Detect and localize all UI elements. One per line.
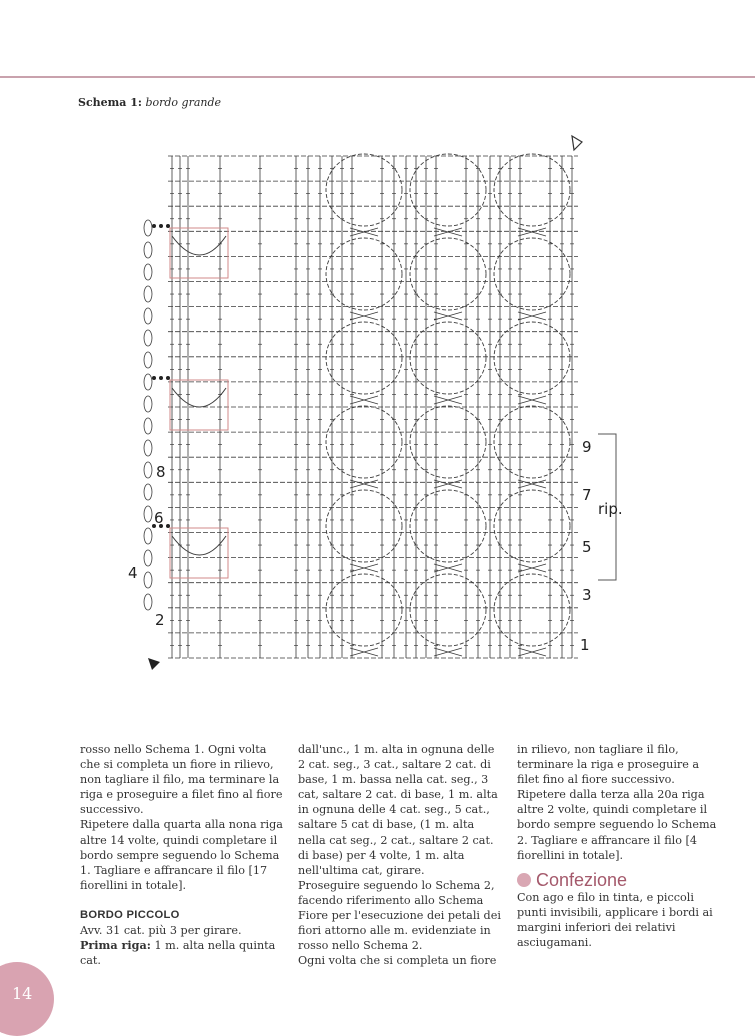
crochet-chart (120, 128, 640, 680)
end-arrow-icon (572, 136, 582, 150)
row-label-6: 6 (154, 509, 164, 527)
paragraph: dall'unc., 1 m. alta in ognuna delle 2 cat. seg., 3 cat., saltare 2 cat. di base, 1 m. bassa nella cat. seg., 3 cat, saltare 2 cat. di base, 1 m. alta in ognuna delle 4 cat. seg., 5 cat., saltare 5 cat di base, (1 m. alta nella cat seg., 2 cat., saltare 2 cat. di base) per 4 volte, 1 m. alta nell'ultima cat, girare. (298, 743, 498, 877)
schema-label: Schema 1: (78, 96, 142, 109)
text-column-2 (298, 742, 502, 968)
row-label-9: 9 (582, 438, 592, 456)
row-label-8: 8 (156, 463, 166, 481)
paragraph: rosso nello Schema 1. Ogni volta che si completa un fiore in rilievo, non tagliare il filo, ma terminare la riga e proseguire a filet fino al fiore successivo. (80, 743, 283, 817)
prima-riga-text: 1 m. alta nella quinta cat. (80, 939, 276, 968)
row-label-4: 4 (128, 564, 138, 582)
text-column-1 (80, 742, 284, 968)
paragraph-prima-riga (80, 938, 284, 968)
schema-caption (78, 96, 221, 109)
row-label-5: 5 (582, 538, 592, 556)
row-label-1: 1 (580, 636, 590, 654)
repeat-label: rip. (598, 500, 623, 518)
start-arrow-icon (148, 658, 160, 670)
confezione-heading (517, 869, 721, 890)
text-column-3 (517, 742, 721, 950)
confezione-title: Confezione (536, 869, 628, 890)
chart-rings (326, 154, 570, 656)
paragraph: Avv. 31 cat. più 3 per girare. (80, 924, 242, 938)
row-label-2: 2 (155, 611, 165, 629)
header-rule (0, 76, 755, 78)
section-title-bordo-piccolo: BORDO PICCOLO (80, 908, 180, 921)
paragraph: Ripetere dalla terza alla 20a riga altre 2 volte, quindi completare il bordo sempre seguendo lo Schema 2. Tagliare e affrancare il filo [4 fiorellini in totale]. (517, 788, 717, 862)
row-label-3: 3 (582, 586, 592, 604)
paragraph: Proseguire seguendo lo Schema 2, facendo riferimento allo Schema Fiore per l'esecuzione dei petali dei fiori attorno alle m. evidenziate in rosso nello Schema 2. (298, 878, 501, 953)
paragraph: Ripetere dalla quarta alla nona riga altre 14 volte, quindi completare il bordo sempre seguendo lo Schema 1. Tagliare e affrancare il filo [17 fiorellini in totale]. (80, 818, 283, 892)
chart-chains (144, 220, 152, 610)
paragraph: in rilievo, non tagliare il filo, terminare la riga e proseguire a filet fino al fiore successivo. (517, 743, 700, 787)
page-number: 14 (12, 984, 33, 1003)
prima-riga-label: Prima riga: (80, 938, 151, 953)
paragraph: Ogni volta che si completa un fiore (298, 954, 497, 968)
bullet-dot-icon (517, 873, 531, 887)
paragraph: Con ago e filo in tinta, e piccoli punti invisibili, applicare i bordi ai margini inferiori dei relativi asciugamani. (517, 890, 713, 950)
row-label-7: 7 (582, 486, 592, 504)
schema-caption-text: bordo grande (145, 96, 222, 109)
